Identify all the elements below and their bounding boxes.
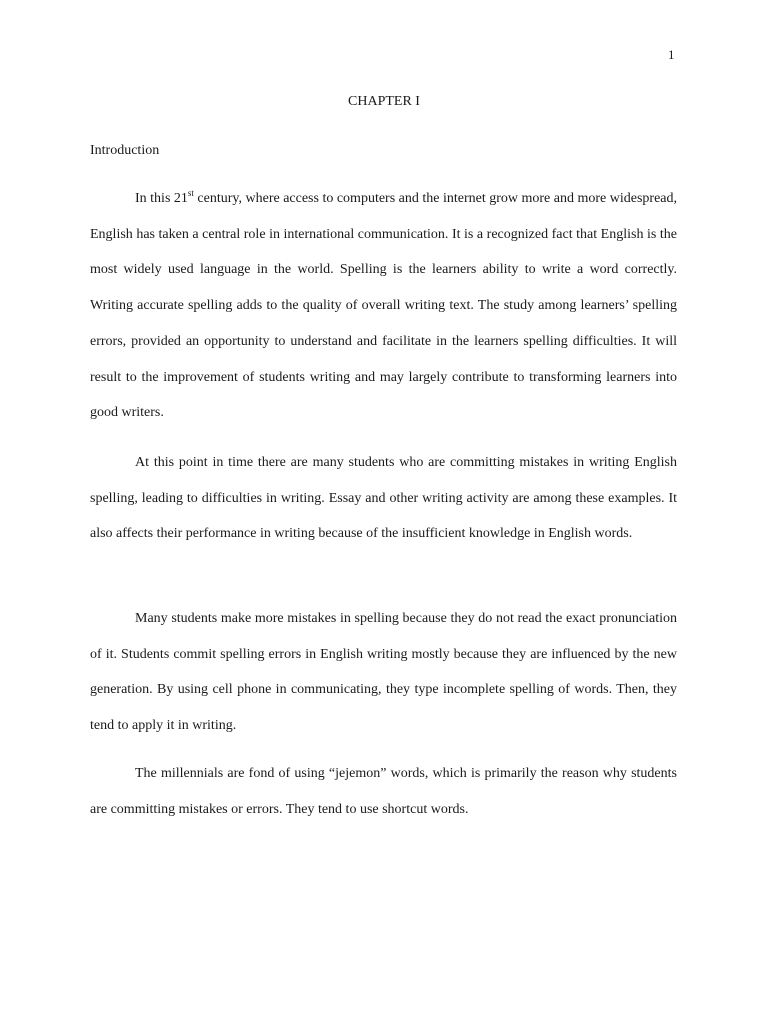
- ordinal-superscript: st: [187, 188, 194, 198]
- chapter-title: CHAPTER I: [348, 94, 420, 109]
- paragraph-2: At this point in time there are many students who are committing mistakes in writing English spelling, leading to difficulties in writing. Essay and other writing activity are among these examples. It also affects their performance in writing because of the insufficient knowledge in English words.: [90, 455, 677, 542]
- page-number: 1: [668, 47, 675, 62]
- section-heading: Introduction: [90, 143, 160, 158]
- paragraph-1: [90, 181, 677, 431]
- paragraph-3: Many students make more mistakes in spelling because they do not read the exact pronunciation of it. Students commit spelling errors in English writing mostly because they are influenced by the new generation. By using cell phone in communicating, they type incomplete spelling of words. Then, they tend to apply it in writing.: [90, 611, 677, 734]
- paragraph-1-text: century, where access to computers and the internet grow more and more widespread, English has taken a central role in international communication. It is a recognized fact that English is the most widely used language in the world. Spelling is the learners ability to write a word correctly. Writing accurate spelling adds to the quality of overall writing text. The study among learners’ spelling errors, provided an opportunity to understand and facilitate in the learners spelling difficulties. It will result to the improvement of students writing and may largely contribute to transforming learners into good writers.: [90, 191, 678, 421]
- paragraph-4: The millennials are fond of using “jejemon” words, which is primarily the reason why students are committing mistakes or errors. They tend to use shortcut words.: [90, 766, 677, 817]
- paragraph-1-lead: In this 21: [135, 191, 188, 206]
